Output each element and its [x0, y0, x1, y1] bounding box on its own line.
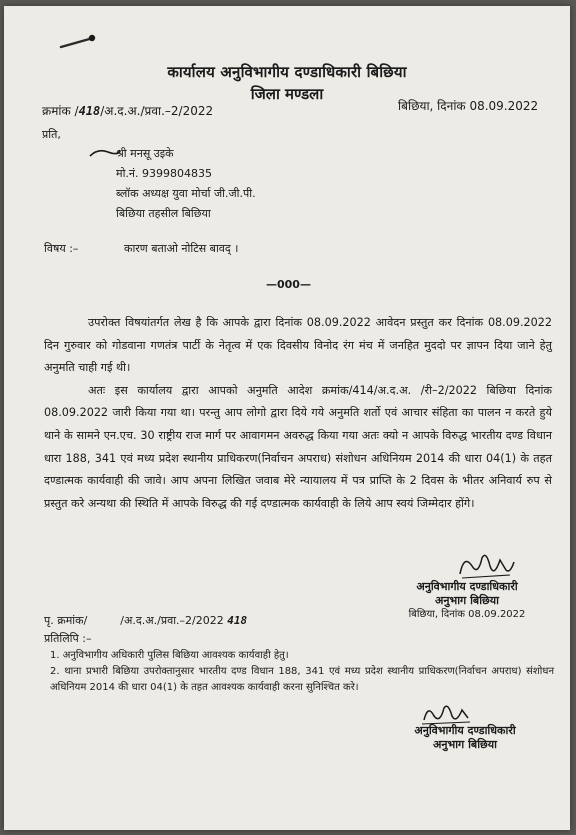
pin-icon [59, 34, 97, 50]
district-heading: जिला मण्डला [250, 85, 324, 103]
office-heading: कार्यालय अनुविभागीय दण्डाधिकारी बिछिया [167, 63, 407, 81]
ref-handwritten-number: 418 [78, 104, 101, 118]
copy-ref-middle: /अ.द.अ./प्रवा.–2/2022 [120, 614, 224, 627]
signatory-title-2: अनुविभागीय दण्डाधिकारी [414, 724, 516, 737]
copy-item-2: 2. थाना प्रभारी बिछिया उपरोक्तानुसार भारतीय दण्ड विधान 188, 341 एवं मध्य प्रदेश स्थानीय प्राधिकरण(निर्वाचन अपराध) संशोधन अधिनियम 2014 की धारा 04(1) के तहत आवश्यक कार्यवाही करना सुनिश्चित करे। [50, 666, 554, 693]
letter-page [4, 6, 570, 830]
place-date: बिछिया, दिनांक 08.09.2022 [398, 99, 539, 113]
copy-ref-prefix: पृ. क्रमांक/ [44, 614, 88, 627]
recipient-address: बिछिया तहसील बिछिया [116, 207, 211, 220]
signature-block-1 [372, 580, 562, 622]
subject-text: कारण बताओ नोटिस बावद् । [124, 242, 239, 255]
copy-label: प्रतिलिपि :– [44, 632, 92, 645]
reference-number [42, 102, 213, 119]
letter-body [44, 312, 552, 515]
signatory-title-1: अनुविभागीय दण्डाधिकारी [416, 580, 518, 593]
recipient-designation: ब्लॉक अध्यक्ष युवा मोर्चा जी.जी.पी. [116, 187, 256, 200]
copy-reference [44, 613, 247, 628]
subject-label: विषय :– [44, 242, 79, 255]
recipient-name: श्री मनसू उइके [116, 147, 174, 160]
ref-suffix: /अ.द.अ./प्रवा.–2/2022 [100, 104, 214, 118]
signatory-date-1: बिछिया, दिनांक 08.09.2022 [408, 609, 526, 620]
copy-list [50, 648, 554, 696]
copy-item-1: 1. अनुविभागीय अधिकारी पुलिस बिछिया आवश्यक कार्यवाही हेतु। [50, 650, 289, 661]
divider: —000— [266, 278, 311, 291]
signatory-office-2: अनुभाग बिछिया [432, 738, 498, 751]
signature-block-2 [370, 724, 560, 752]
body-paragraph-2: अतः इस कार्यालय द्वारा आपको अनुमति आदेश क्रमांक/414/अ.द.अ. /री–2/2022 बिछिया दिनांक 08.09.2022 जारी किया गया था। परन्तु आप लोगो द्वारा दिये गये अनुमति शर्तो एवं आचार संहिता का पालन न करते हुये थाने के सामने एन.एच. 30 राष्ट्रीय राज मार्ग पर आवागमन अवरुद्ध किया गया अतः क्यो न आपके विरुद्ध भारतीय दण्ड विधान धारा 188, 341 एवं मध्य प्रदेश स्थानीय प्राधिकरण(निर्वाचन अपराध) संशोधन अधिनियम 2014 की धारा 04(1) के तहत दण्डात्मक कार्यवाही की जावे। आप अपना लिखित जवाब मेरे न्यायालय में पत्र प्राप्ति के 2 दिवस के भीतर अनिवार्य रुप से प्रस्तुत करे अन्यथा की स्थिति में आपके विरुद्ध की गई दण्डात्मक कार्यवाही के लिये आप स्वयं जिम्मेदार होंगे। [44, 383, 552, 510]
ref-prefix: क्रमांक / [42, 104, 79, 118]
copy-ref-handwritten-number: 418 [227, 614, 248, 627]
signatory-office-1: अनुभाग बिछिया [434, 594, 500, 607]
body-paragraph-1: उपरोक्त विषयांतर्गत लेख है कि आपके द्वारा दिनांक 08.09.2022 आवेदन प्रस्तुत कर दिनांक 08.09.2022 दिन गुरुवार को गोडवाना गणतंत्र पार्टी के नेतृत्व में एक दिवसीय विनोद रंग मंच में जनहित मुददो पर ज्ञापन दिया जाने हेतु अनुमति चाही गई थी। [44, 316, 552, 375]
to-label: प्रति, [42, 128, 61, 141]
recipient-mobile: मो.नं. 9399804835 [116, 167, 213, 180]
signature-1-icon [456, 548, 516, 582]
